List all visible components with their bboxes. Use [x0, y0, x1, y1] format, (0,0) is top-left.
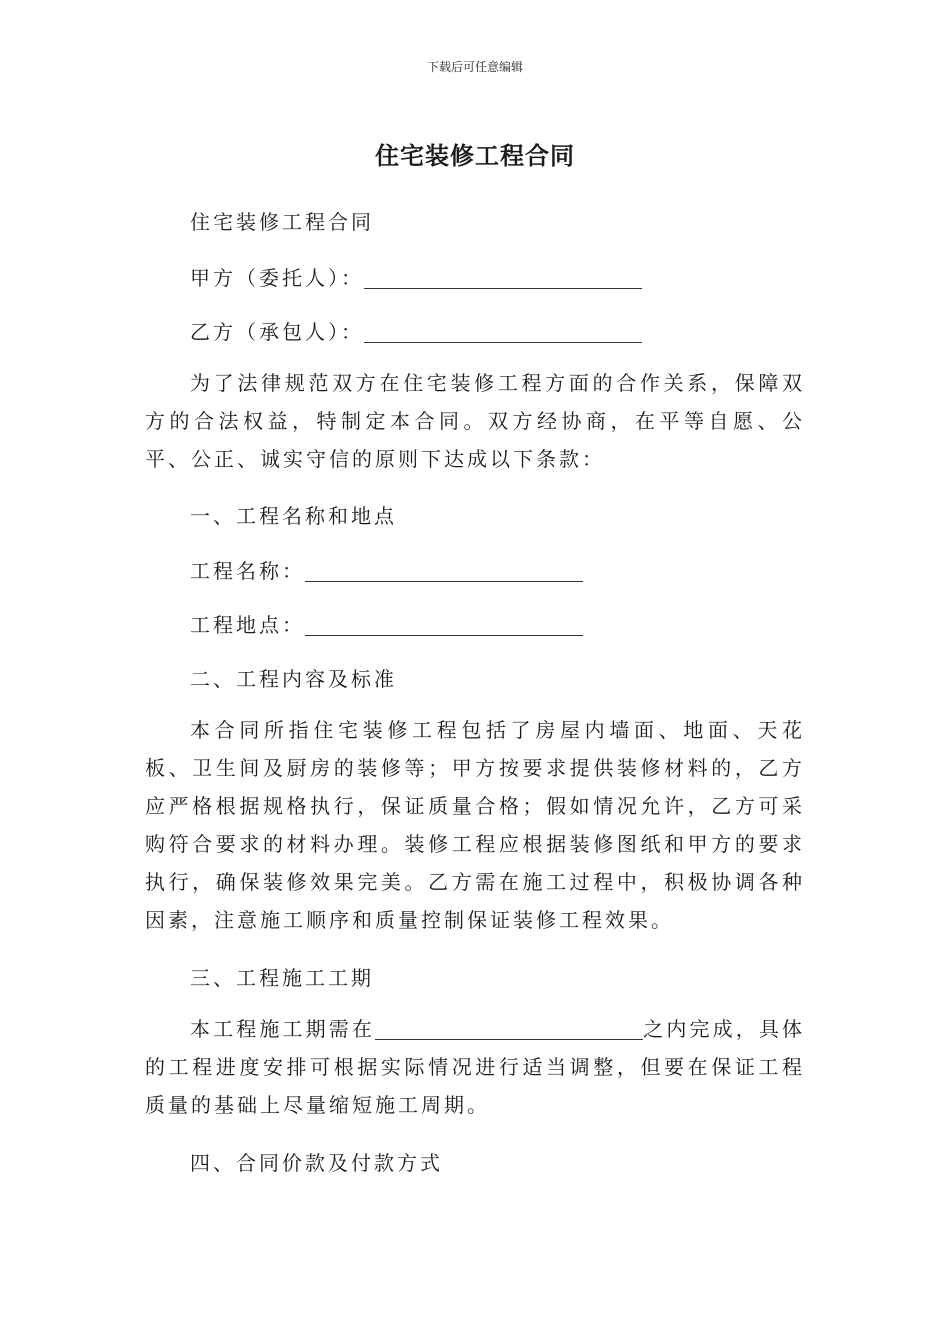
project-name-label: 工程名称： [190, 559, 305, 583]
schedule-blank[interactable] [375, 1019, 643, 1040]
section-2-paragraph: 本合同所指住宅装修工程包括了房屋内墙面、地面、天花板、卫生间及厨房的装修等；甲方按要求提供装修材料的，乙方应严格根据规格执行，保证质量合格；假如情况允许，乙方可采购符合要求的材料办理。装修工程应根据装修图纸和甲方的要求执行，确保装修效果完美。乙方需在施工过程中，积极协调各种因素，注意施工顺序和质量控制保证装修工程效果。 [145, 718, 805, 932]
section-3-prefix: 本工程施工期需在 [190, 1017, 376, 1041]
intro-paragraph: 为了法律规范双方在住宅装修工程方面的合作关系，保障双方的合法权益，特制定本合同。双方经协商，在平等自愿、公平、公正、诚实守信的原则下达成以下条款： [145, 371, 805, 471]
section-3-heading: 三、工程施工工期 [190, 966, 374, 990]
section-4-heading: 四、合同价款及付款方式 [190, 1151, 443, 1175]
subtitle: 住宅装修工程合同 [190, 210, 374, 234]
section-3-paragraph [145, 1010, 805, 1124]
project-location-blank[interactable] [305, 615, 583, 636]
project-location-label: 工程地点： [190, 613, 305, 637]
project-location-line [190, 609, 583, 638]
party-a-label: 甲方（委托人）： [190, 266, 364, 290]
party-b-label: 乙方（承包人）： [190, 320, 364, 344]
project-name-blank[interactable] [305, 561, 583, 582]
section-2-heading: 二、工程内容及标准 [190, 667, 397, 691]
document-title: 住宅装修工程合同 [375, 142, 575, 170]
project-name-line [190, 555, 583, 584]
party-a-blank[interactable] [364, 268, 642, 289]
section-3-suffix: 之内完成，具体的工程进度安排可根据实际情况进行适当调整，但要在保证工程质量的基础上尽量缩短施工周期。 [145, 1017, 806, 1117]
party-a-line [190, 262, 642, 291]
party-b-blank[interactable] [364, 322, 642, 343]
party-b-line [190, 316, 642, 345]
header-note: 下载后可任意编辑 [426, 60, 523, 74]
section-1-heading: 一、工程名称和地点 [190, 504, 397, 528]
